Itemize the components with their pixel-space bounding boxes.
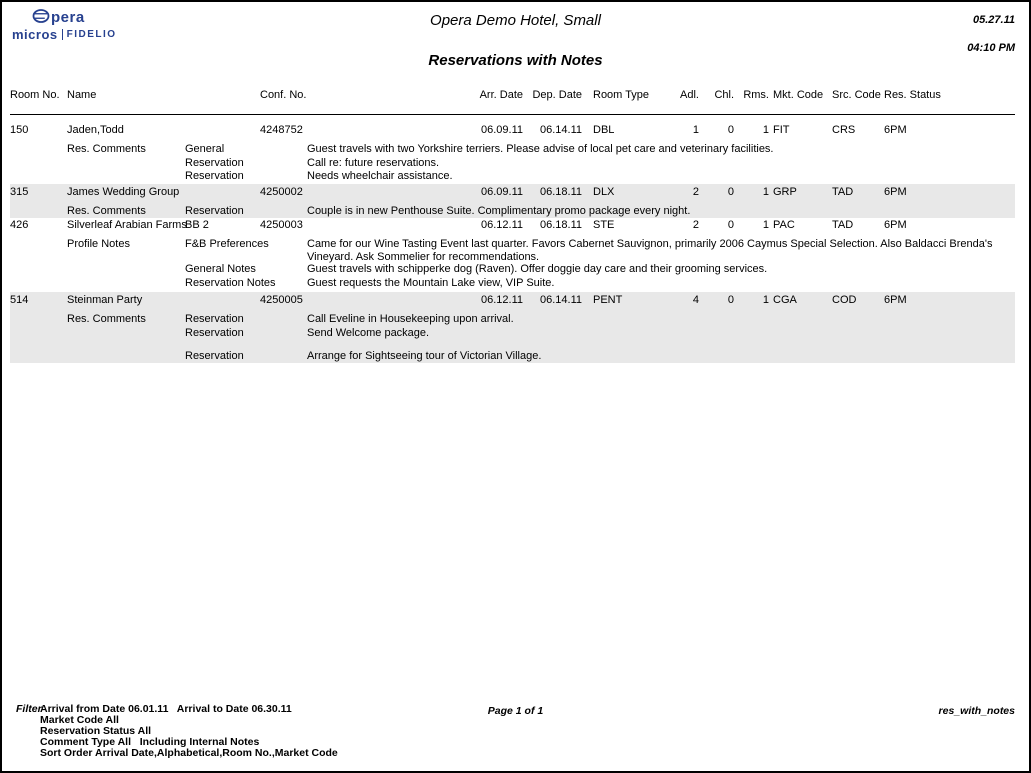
note-line	[2, 263, 1015, 276]
report-time: 04:10 PM	[967, 42, 1015, 54]
note-type: Reservation	[185, 205, 244, 217]
note-line	[2, 205, 1015, 218]
rooms: 1	[762, 186, 769, 198]
res-status: 6PM	[884, 219, 907, 231]
page-indicator: Page 1 of 1	[487, 705, 544, 717]
dep-date: 06.18.11	[539, 186, 582, 198]
note-line	[2, 157, 1015, 170]
col-header-rms: Rms.	[743, 89, 769, 101]
filter-label: Filter	[16, 703, 42, 715]
col-header-room-no: Room No.	[10, 89, 60, 101]
note-text: Needs wheelchair assistance.	[307, 170, 453, 182]
conf-no: 4250002	[260, 186, 303, 198]
note-text: Came for our Wine Tasting Event last quarter. Favors Cabernet Sauvignon, primarily 2006 Caymus Special Selection. Also Baldacci Brenda's Vineyard. Ask Sommelier for recommendations.	[307, 238, 993, 263]
note-category: Res. Comments	[67, 205, 146, 217]
dep-date: 06.18.11	[539, 219, 582, 231]
note-text: Guest requests the Mountain Lake view, VIP Suite.	[307, 277, 555, 289]
note-category: Profile Notes	[67, 238, 130, 250]
report-filename: res_with_notes	[938, 705, 1015, 717]
children: 0	[727, 219, 734, 231]
conf-no: 4250005	[260, 294, 303, 306]
room-no: 426	[10, 219, 29, 231]
note-line	[2, 350, 1015, 363]
col-header-arr-date: Arr. Date	[479, 89, 523, 101]
room-type: PENT	[593, 294, 623, 306]
source-code: CRS	[832, 124, 856, 136]
adults: 2	[692, 219, 699, 231]
reservation-row	[2, 294, 1015, 307]
guest-name: Steinman Party	[67, 294, 143, 306]
note-type: General Notes	[185, 263, 256, 275]
market-code: GRP	[773, 186, 797, 198]
col-header-dep-date: Dep. Date	[532, 89, 582, 101]
arr-date: 06.09.11	[480, 124, 523, 136]
filter-line-res-status: Reservation Status All	[40, 725, 152, 737]
note-line	[2, 143, 1015, 156]
source-code: TAD	[832, 186, 854, 198]
note-text: Guest travels with two Yorkshire terriers. Please advise of local pet care and veterinary facilities.	[307, 143, 774, 155]
col-header-name: Name	[67, 89, 97, 101]
market-code: PAC	[773, 219, 795, 231]
res-status: 6PM	[884, 124, 907, 136]
adults: 4	[692, 294, 699, 306]
col-header-conf-no: Conf. No.	[260, 89, 307, 101]
note-category: Res. Comments	[67, 313, 146, 325]
logo-divider	[62, 29, 63, 40]
children: 0	[727, 124, 734, 136]
note-type: General	[185, 143, 225, 155]
source-code: COD	[832, 294, 857, 306]
note-line	[2, 238, 1015, 263]
arr-date: 06.09.11	[480, 186, 523, 198]
note-type: Reservation	[185, 327, 244, 339]
table-header-row	[2, 89, 1015, 102]
micros-logo-text: micros	[12, 27, 58, 42]
note-text: Arrange for Sightseeing tour of Victorian Village.	[307, 350, 542, 362]
note-line	[2, 327, 1015, 340]
report-date: 05.27.11	[972, 14, 1015, 26]
opera-logo-text: pera	[51, 8, 85, 26]
filter-line-comment-type: Comment Type All Including Internal Notes	[40, 736, 260, 748]
header-divider	[10, 114, 1015, 115]
hotel-name: Opera Demo Hotel, Small	[430, 12, 601, 29]
col-header-chl: Chl.	[714, 89, 734, 101]
rooms: 1	[762, 124, 769, 136]
dep-date: 06.14.11	[539, 124, 582, 136]
room-type: DLX	[593, 186, 615, 198]
filter-line-market-code: Market Code All	[40, 714, 119, 726]
room-no: 315	[10, 186, 29, 198]
note-type: Reservation	[185, 157, 244, 169]
adults: 2	[692, 186, 699, 198]
guest-name: Silverleaf Arabian Farms	[67, 219, 187, 231]
children: 0	[727, 294, 734, 306]
market-code: CGA	[773, 294, 797, 306]
note-category: Res. Comments	[67, 143, 146, 155]
conf-no: 4250003	[260, 219, 303, 231]
guest-name: Jaden,Todd	[67, 124, 124, 136]
note-text: Call Eveline in Housekeeping upon arrival.	[307, 313, 514, 325]
fidelio-logo-text: FIDELIO	[66, 29, 117, 40]
note-line	[2, 170, 1015, 183]
reservation-row	[2, 186, 1015, 199]
col-header-room-type: Room Type	[593, 89, 650, 101]
report-title: Reservations with Notes	[428, 52, 603, 69]
filter-line-sort-order: Sort Order Arrival Date,Alphabetical,Room No.,Market Code	[40, 747, 338, 759]
note-text: Call re: future reservations.	[307, 157, 440, 169]
note-line	[2, 313, 1015, 326]
res-status: 6PM	[884, 186, 907, 198]
children: 0	[727, 186, 734, 198]
note-line	[2, 277, 1015, 290]
note-type: Reservation	[185, 170, 244, 182]
source-code: TAD	[832, 219, 854, 231]
note-text: Couple is in new Penthouse Suite. Complimentary promo package every night.	[307, 205, 691, 217]
guest-name: James Wedding Group	[67, 186, 180, 198]
dep-date: 06.14.11	[539, 294, 582, 306]
arr-date: 06.12.11	[480, 294, 523, 306]
room-no: 514	[10, 294, 29, 306]
rooms: 1	[762, 219, 769, 231]
conf-no: 4248752	[260, 124, 303, 136]
res-status: 6PM	[884, 294, 907, 306]
room-type: STE	[593, 219, 615, 231]
col-header-mkt-code: Mkt. Code	[773, 89, 824, 101]
block-code: BB 2	[185, 219, 209, 231]
note-text: Guest travels with schipperke dog (Raven). Offer doggie day care and their grooming services.	[307, 263, 768, 275]
note-type: Reservation Notes	[185, 277, 276, 289]
col-header-res-status: Res. Status	[884, 89, 941, 101]
rooms: 1	[762, 294, 769, 306]
note-type: Reservation	[185, 350, 244, 362]
arr-date: 06.12.11	[480, 219, 523, 231]
room-no: 150	[10, 124, 29, 136]
reservation-row	[2, 219, 1015, 232]
note-type: Reservation	[185, 313, 244, 325]
market-code: FIT	[773, 124, 790, 136]
col-header-src-code: Src. Code	[832, 89, 881, 101]
note-type: F&B Preferences	[185, 238, 269, 250]
adults: 1	[692, 124, 699, 136]
room-type: DBL	[593, 124, 615, 136]
note-text: Send Welcome package.	[307, 327, 430, 339]
col-header-adl: Adl.	[680, 89, 699, 101]
reservation-row	[2, 124, 1015, 137]
filter-line-arrival: Arrival from Date 06.01.11 Arrival to Date 06.30.11	[40, 703, 292, 715]
